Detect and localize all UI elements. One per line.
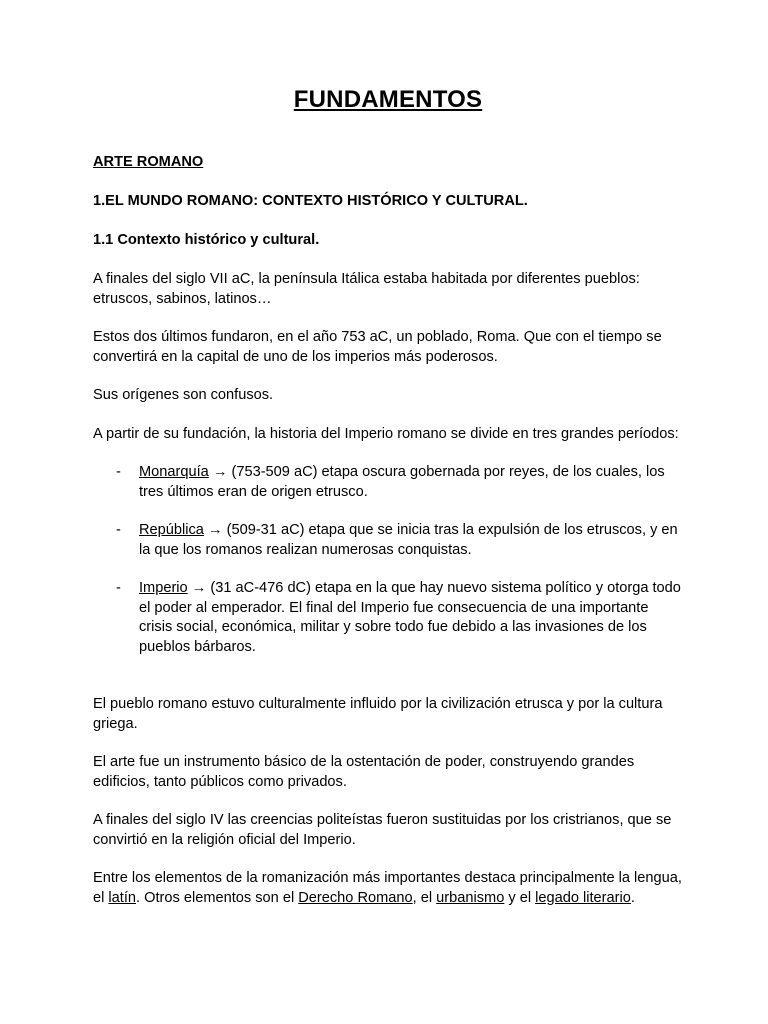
period-description: → (509-31 aC) etapa que se inicia tras la expulsión de los etruscos, y en la que los romanos realizan numerosas conquistas. — [139, 522, 678, 558]
list-dash: - — [116, 522, 121, 538]
paragraph-5: El pueblo romano estuvo culturalmente influido por la civilización etrusca y por la cultura griega. — [93, 696, 663, 732]
list-item-text — [139, 463, 683, 502]
term-republica: República — [139, 522, 204, 538]
paragraph-7: A finales del siglo IV las creencias politeístas fueron sustituidas por los cristrianos, que se convirtió en la religión oficial del Imperio. — [93, 812, 672, 848]
paragraph-8-text: y el — [504, 889, 536, 906]
term-monarquia: Monarquía — [139, 464, 209, 480]
paragraph-2: Estos dos últimos fundaron, en el año 753 aC, un poblado, Roma. Que con el tiempo se convertirá en la capital de uno de los imperios más poderosos. — [93, 329, 662, 365]
list-dash: - — [116, 464, 121, 480]
document-title: FUNDAMENTOS — [293, 86, 483, 113]
paragraph-1: A finales del siglo VII aC, la península Itálica estaba habitada por diferentes pueblos: etruscos, sabinos, latinos… — [93, 271, 640, 307]
term-urbanismo: urbanismo — [436, 889, 505, 906]
paragraph-8-text: Entre los elementos de la romanización más importantes destaca principalmente la lengua, el — [93, 870, 682, 906]
period-description: → (753-509 aC) etapa oscura gobernada por reyes, de los cuales, los tres últimos eran de origen etrusco. — [139, 464, 665, 500]
list-item-text — [139, 521, 683, 560]
section-title: ARTE ROMANO — [93, 154, 204, 170]
paragraph-8-text: , el — [412, 889, 437, 906]
list-item-text — [139, 579, 683, 657]
term-legado-literario: legado literario — [535, 889, 631, 906]
term-latin: latín — [108, 889, 137, 906]
paragraph-4: A partir de su fundación, la historia del Imperio romano se divide en tres grandes períodos: — [93, 426, 679, 442]
paragraph-8-text: . Otros elementos son el — [136, 889, 299, 906]
paragraph-6: El arte fue un instrumento básico de la ostentación de poder, construyendo grandes edificios, tanto públicos como privados. — [93, 754, 635, 790]
paragraph-8 — [93, 869, 683, 908]
term-imperio: Imperio — [139, 580, 188, 596]
heading-2: 1.1 Contexto histórico y cultural. — [93, 232, 320, 248]
period-description: → (31 aC-476 dC) etapa en la que hay nuevo sistema político y otorga todo el poder al emperador. El final del Imperio fue consecuencia de una importante crisis social, económica, militar y sobre todo fue debido a las invasiones de los pueblos bárbaros. — [139, 580, 681, 655]
heading-1: 1.EL MUNDO ROMANO: CONTEXTO HISTÓRICO Y CULTURAL. — [93, 193, 528, 209]
term-derecho-romano: Derecho Romano — [298, 889, 413, 906]
paragraph-8-text: . — [630, 889, 635, 906]
list-dash: - — [116, 580, 121, 596]
paragraph-3: Sus orígenes son confusos. — [93, 387, 274, 403]
